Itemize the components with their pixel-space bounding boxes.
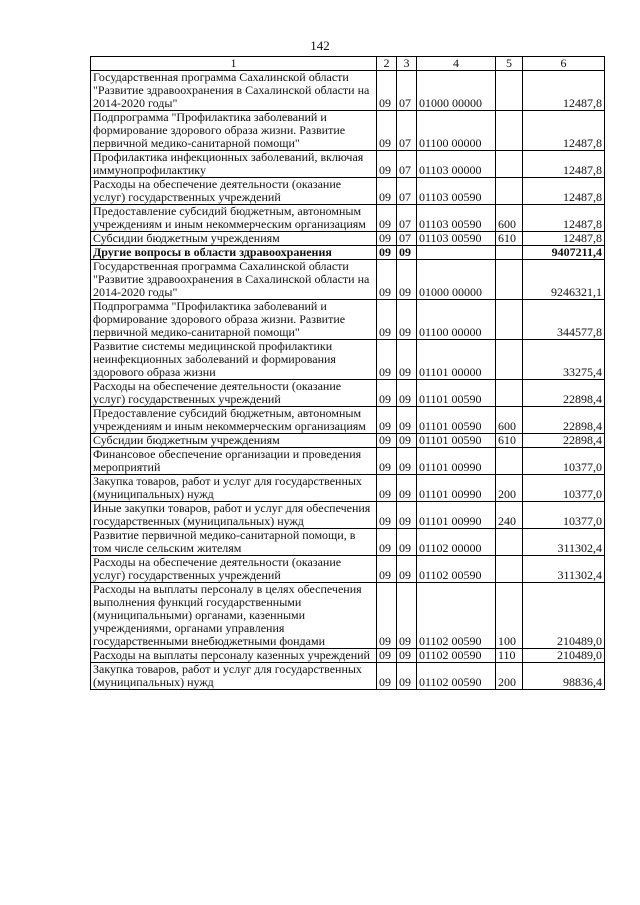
row-name-cell: Государственная программа Сахалинской области "Развитие здравоохранения в Сахалинской области на 2014-2020 годы": [91, 260, 377, 300]
row-expense-type-cell: [496, 340, 523, 380]
row-name-cell: Субсидии бюджетным учреждениям: [91, 434, 377, 448]
row-name-cell: Закупка товаров, работ и услуг для государственных (муниципальных) нужд: [91, 663, 377, 690]
row-amount-cell: 344577,8: [523, 300, 605, 340]
row-target-article-cell: 01101 00590: [417, 380, 496, 407]
table-row: [91, 663, 605, 690]
table-row: [91, 205, 605, 232]
row-name-cell: Расходы на обеспечение деятельности (оказание услуг) государственных учреждений: [91, 380, 377, 407]
row-subsection-cell: 09: [397, 300, 417, 340]
row-amount-cell: 98836,4: [523, 663, 605, 690]
table-row: [91, 407, 605, 434]
row-amount-cell: 12487,8: [523, 205, 605, 232]
row-section-cell: 09: [377, 111, 397, 151]
row-target-article-cell: 01102 00590: [417, 583, 496, 649]
table-row: [91, 448, 605, 475]
row-amount-cell: 210489,0: [523, 583, 605, 649]
row-subsection-cell: 09: [397, 556, 417, 583]
row-expense-type-cell: 240: [496, 502, 523, 529]
row-target-article-cell: 01100 00000: [417, 111, 496, 151]
row-section-cell: 09: [377, 529, 397, 556]
row-subsection-cell: 07: [397, 178, 417, 205]
row-amount-cell: 12487,8: [523, 151, 605, 178]
row-name-cell: Подпрограмма "Профилактика заболеваний и формирование здорового образа жизни. Развитие первичной медико-санитарной помощи": [91, 300, 377, 340]
row-subsection-cell: 09: [397, 649, 417, 663]
table-row: [91, 300, 605, 340]
row-target-article-cell: 01102 00000: [417, 529, 496, 556]
row-expense-type-cell: 200: [496, 475, 523, 502]
table-row: [91, 475, 605, 502]
row-name-cell: Профилактика инфекционных заболеваний, включая иммунопрофилактику: [91, 151, 377, 178]
budget-table: [90, 56, 605, 690]
row-target-article-cell: 01101 00990: [417, 448, 496, 475]
row-subsection-cell: 09: [397, 475, 417, 502]
table-header-row: [91, 57, 605, 71]
table-row: [91, 111, 605, 151]
row-expense-type-cell: [496, 111, 523, 151]
row-target-article-cell: 01103 00000: [417, 151, 496, 178]
row-expense-type-cell: [496, 71, 523, 111]
row-target-article-cell: 01000 00000: [417, 71, 496, 111]
row-target-article-cell: 01101 00990: [417, 502, 496, 529]
row-amount-cell: 9407211,4: [523, 246, 605, 260]
row-section-cell: 09: [377, 246, 397, 260]
header-cell: 1: [91, 57, 377, 71]
row-expense-type-cell: [496, 151, 523, 178]
row-section-cell: 09: [377, 300, 397, 340]
row-amount-cell: 12487,8: [523, 111, 605, 151]
header-cell: 6: [523, 57, 605, 71]
row-expense-type-cell: [496, 300, 523, 340]
table-row: [91, 151, 605, 178]
row-name-cell: Подпрограмма "Профилактика заболеваний и формирование здорового образа жизни. Развитие первичной медико-санитарной помощи": [91, 111, 377, 151]
row-amount-cell: 22898,4: [523, 380, 605, 407]
row-section-cell: 09: [377, 232, 397, 246]
row-expense-type-cell: [496, 246, 523, 260]
row-section-cell: 09: [377, 260, 397, 300]
table-row: [91, 380, 605, 407]
row-expense-type-cell: 110: [496, 649, 523, 663]
row-section-cell: 09: [377, 663, 397, 690]
row-subsection-cell: 09: [397, 340, 417, 380]
table-row: [91, 649, 605, 663]
table-row: [91, 502, 605, 529]
row-section-cell: 09: [377, 502, 397, 529]
row-subsection-cell: 09: [397, 448, 417, 475]
row-subsection-cell: 09: [397, 380, 417, 407]
row-name-cell: Расходы на обеспечение деятельности (оказание услуг) государственных учреждений: [91, 178, 377, 205]
row-amount-cell: 10377,0: [523, 502, 605, 529]
row-amount-cell: 33275,4: [523, 340, 605, 380]
table-row: [91, 71, 605, 111]
header-cell: 3: [397, 57, 417, 71]
row-section-cell: 09: [377, 434, 397, 448]
row-section-cell: 09: [377, 475, 397, 502]
row-amount-cell: 311302,4: [523, 529, 605, 556]
row-amount-cell: 10377,0: [523, 475, 605, 502]
row-expense-type-cell: 100: [496, 583, 523, 649]
table-row: [91, 340, 605, 380]
row-target-article-cell: 01103 00590: [417, 232, 496, 246]
row-subsection-cell: 07: [397, 205, 417, 232]
row-name-cell: Субсидии бюджетным учреждениям: [91, 232, 377, 246]
row-subsection-cell: 07: [397, 232, 417, 246]
row-amount-cell: 311302,4: [523, 556, 605, 583]
row-section-cell: 09: [377, 407, 397, 434]
row-subsection-cell: 09: [397, 502, 417, 529]
row-expense-type-cell: [496, 260, 523, 300]
row-amount-cell: 9246321,1: [523, 260, 605, 300]
row-subsection-cell: 09: [397, 246, 417, 260]
row-name-cell: Расходы на обеспечение деятельности (оказание услуг) государственных учреждений: [91, 556, 377, 583]
table-row: [91, 178, 605, 205]
row-name-cell: Предоставление субсидий бюджетным, автономным учреждениям и иным некоммерческим организациям: [91, 205, 377, 232]
row-amount-cell: 12487,8: [523, 71, 605, 111]
row-name-cell: Развитие системы медицинской профилактики неинфекционных заболеваний и формирования здорового образа жизни: [91, 340, 377, 380]
row-subsection-cell: 09: [397, 407, 417, 434]
row-section-cell: 09: [377, 71, 397, 111]
row-target-article-cell: 01102 00590: [417, 663, 496, 690]
table-row: [91, 529, 605, 556]
table-row: [91, 246, 605, 260]
row-expense-type-cell: 610: [496, 434, 523, 448]
row-name-cell: Другие вопросы в области здравоохранения: [91, 246, 377, 260]
header-cell: 4: [417, 57, 496, 71]
page-number: 142: [310, 38, 330, 53]
row-target-article-cell: 01101 00000: [417, 340, 496, 380]
row-subsection-cell: 09: [397, 529, 417, 556]
row-name-cell: Государственная программа Сахалинской области "Развитие здравоохранения в Сахалинской области на 2014-2020 годы": [91, 71, 377, 111]
row-expense-type-cell: 610: [496, 232, 523, 246]
row-section-cell: 09: [377, 178, 397, 205]
row-subsection-cell: 09: [397, 260, 417, 300]
row-section-cell: 09: [377, 649, 397, 663]
table-row: [91, 232, 605, 246]
row-expense-type-cell: 600: [496, 407, 523, 434]
row-section-cell: 09: [377, 448, 397, 475]
row-name-cell: Предоставление субсидий бюджетным, автономным учреждениям и иным некоммерческим организациям: [91, 407, 377, 434]
table-row: [91, 583, 605, 649]
row-target-article-cell: 01000 00000: [417, 260, 496, 300]
row-name-cell: Расходы на выплаты персоналу в целях обеспечения выполнения функций государственными (муниципальными) органами, казенными учреждениями, органами управления государственными внебюджетными фондами: [91, 583, 377, 649]
row-target-article-cell: [417, 246, 496, 260]
row-expense-type-cell: [496, 529, 523, 556]
row-target-article-cell: 01103 00590: [417, 205, 496, 232]
header-cell: 5: [496, 57, 523, 71]
row-subsection-cell: 09: [397, 583, 417, 649]
row-target-article-cell: 01100 00000: [417, 300, 496, 340]
table-row: [91, 556, 605, 583]
row-target-article-cell: 01103 00590: [417, 178, 496, 205]
row-section-cell: 09: [377, 556, 397, 583]
row-section-cell: 09: [377, 205, 397, 232]
row-expense-type-cell: [496, 380, 523, 407]
row-amount-cell: 22898,4: [523, 407, 605, 434]
row-amount-cell: 22898,4: [523, 434, 605, 448]
table-row: [91, 434, 605, 448]
row-subsection-cell: 07: [397, 151, 417, 178]
row-section-cell: 09: [377, 151, 397, 178]
row-subsection-cell: 07: [397, 111, 417, 151]
row-section-cell: 09: [377, 380, 397, 407]
header-cell: 2: [377, 57, 397, 71]
row-amount-cell: 12487,8: [523, 232, 605, 246]
row-expense-type-cell: [496, 556, 523, 583]
row-name-cell: Расходы на выплаты персоналу казенных учреждений: [91, 649, 377, 663]
row-target-article-cell: 01102 00590: [417, 649, 496, 663]
row-amount-cell: 210489,0: [523, 649, 605, 663]
row-target-article-cell: 01101 00590: [417, 434, 496, 448]
row-amount-cell: 10377,0: [523, 448, 605, 475]
row-expense-type-cell: 600: [496, 205, 523, 232]
row-section-cell: 09: [377, 340, 397, 380]
row-name-cell: Развитие первичной медико-санитарной помощи, в том числе сельским жителям: [91, 529, 377, 556]
row-expense-type-cell: [496, 178, 523, 205]
row-target-article-cell: 01101 00990: [417, 475, 496, 502]
row-expense-type-cell: [496, 448, 523, 475]
row-name-cell: Закупка товаров, работ и услуг для государственных (муниципальных) нужд: [91, 475, 377, 502]
row-expense-type-cell: 200: [496, 663, 523, 690]
row-subsection-cell: 09: [397, 434, 417, 448]
table-row: [91, 260, 605, 300]
row-name-cell: Финансовое обеспечение организации и проведения мероприятий: [91, 448, 377, 475]
row-name-cell: Иные закупки товаров, работ и услуг для обеспечения государственных (муниципальных) нужд: [91, 502, 377, 529]
row-section-cell: 09: [377, 583, 397, 649]
row-subsection-cell: 09: [397, 663, 417, 690]
row-subsection-cell: 07: [397, 71, 417, 111]
row-target-article-cell: 01101 00590: [417, 407, 496, 434]
row-target-article-cell: 01102 00590: [417, 556, 496, 583]
row-amount-cell: 12487,8: [523, 178, 605, 205]
